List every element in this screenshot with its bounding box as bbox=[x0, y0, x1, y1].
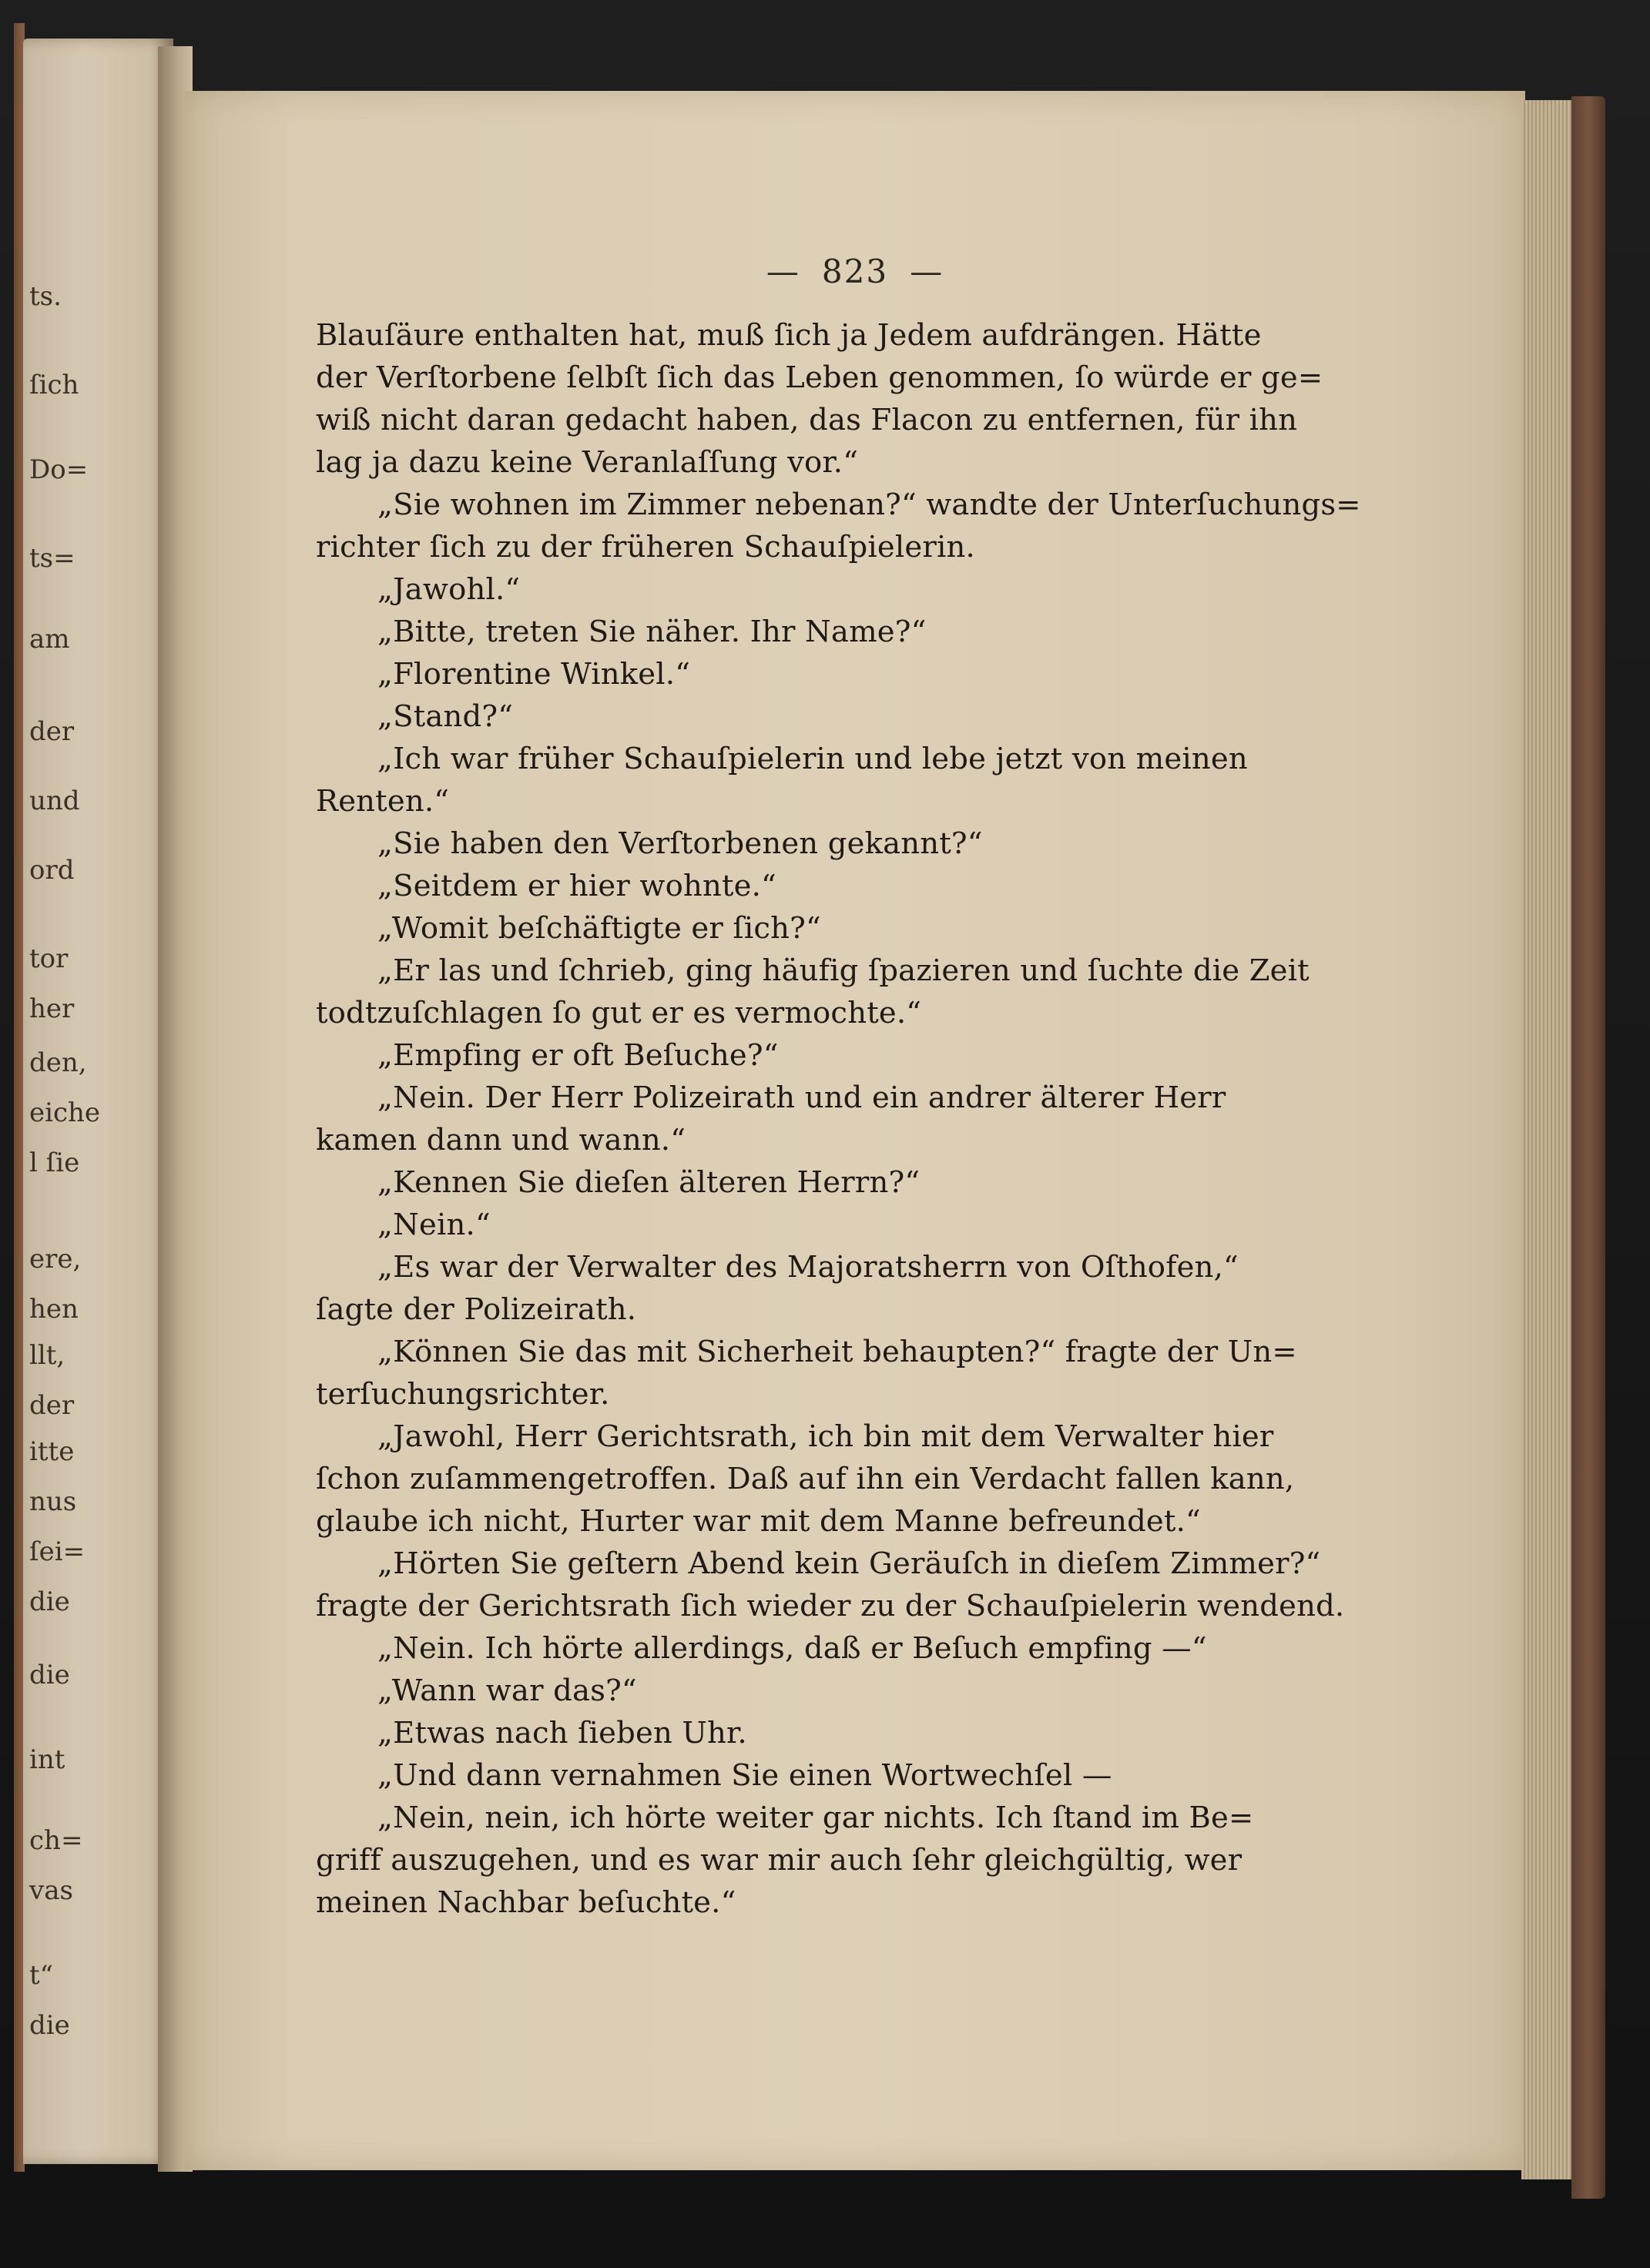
text-line: „Wann war das?“ bbox=[377, 1673, 637, 1708]
text-line: „Florentine Winkel.“ bbox=[377, 657, 691, 692]
text-line: „Stand?“ bbox=[377, 699, 514, 734]
text-line: terſuchungsrichter. bbox=[316, 1377, 610, 1412]
previous-page-text-fragments bbox=[29, 39, 101, 2164]
text-line: „Ich war früher Schauſpielerin und lebe jetzt von meinen bbox=[377, 742, 1248, 776]
text-line: „Sie haben den Verſtorbenen gekannt?“ bbox=[377, 826, 983, 861]
page-number-dash-right: — bbox=[910, 253, 944, 290]
text-line: „Sie wohnen im Zimmer nebenan?“ wandte der Unterſuchungs= bbox=[377, 487, 1361, 522]
text-line: „Er las und ſchrieb, ging häufig ſpazieren und ſuchte die Zeit bbox=[377, 953, 1310, 988]
previous-page-fragment: l ſie bbox=[29, 1147, 80, 1178]
text-line: griff auszugehen, und es war mir auch ſehr gleichgültig, wer bbox=[316, 1843, 1243, 1878]
previous-page-fragment: Do= bbox=[29, 454, 89, 485]
text-line: kamen dann und wann.“ bbox=[316, 1123, 686, 1157]
previous-page-fragment: ts= bbox=[29, 543, 75, 574]
previous-page-fragment: die bbox=[29, 2010, 70, 2041]
text-line: „Und dann vernahmen Sie einen Wortwechſel — bbox=[377, 1758, 1112, 1793]
previous-page-fragment: der bbox=[29, 1390, 75, 1421]
text-line: „Nein, nein, ich hörte weiter gar nichts. Ich ſtand im Be= bbox=[377, 1801, 1254, 1835]
text-line: „Es war der Verwalter des Majoratsherrn von Oſthofen,“ bbox=[377, 1250, 1239, 1285]
previous-page-fragment: ere, bbox=[29, 1244, 82, 1275]
page-number bbox=[185, 253, 1525, 290]
previous-page-fragment: der bbox=[29, 716, 75, 747]
previous-page-fragment: die bbox=[29, 1660, 70, 1690]
text-line: „Nein.“ bbox=[377, 1208, 491, 1242]
previous-page-fragment: ord bbox=[29, 855, 75, 886]
text-line: „Empfing er oft Beſuche?“ bbox=[377, 1038, 779, 1073]
previous-page-fragment: hen bbox=[29, 1294, 79, 1325]
previous-page-fragment: ſich bbox=[29, 370, 79, 400]
text-line: „Können Sie das mit Sicherheit behaupten?“ fragte der Un= bbox=[377, 1335, 1297, 1369]
text-line: Renten.“ bbox=[316, 784, 450, 819]
previous-page-fragment: ch= bbox=[29, 1825, 83, 1856]
body-text bbox=[316, 314, 1471, 1924]
text-line: „Jawohl.“ bbox=[377, 572, 521, 607]
text-line: „Womit beſchäftigte er ſich?“ bbox=[377, 911, 821, 946]
page-number-dash-left: — bbox=[766, 253, 800, 290]
page-number-value: 823 bbox=[821, 253, 889, 290]
current-page bbox=[185, 91, 1525, 2170]
text-line: ſagte der Polizeirath. bbox=[316, 1292, 637, 1327]
previous-page-fragment: itte bbox=[29, 1436, 75, 1467]
text-line: glaube ich nicht, Hurter war mit dem Manne befreundet.“ bbox=[316, 1504, 1201, 1539]
text-line: der Verſtorbene ſelbſt ſich das Leben genommen, ſo würde er ge= bbox=[316, 360, 1323, 395]
text-line: lag ja dazu keine Veranlaſſung vor.“ bbox=[316, 445, 859, 480]
text-line: „Nein. Ich hörte allerdings, daß er Beſuch empfing —“ bbox=[377, 1631, 1207, 1666]
text-line: todtzuſchlagen ſo gut er es vermochte.“ bbox=[316, 996, 922, 1030]
text-line: meinen Nachbar beſuchte.“ bbox=[316, 1885, 736, 1920]
previous-page-fragment: int bbox=[29, 1744, 65, 1775]
text-line: „Kennen Sie dieſen älteren Herrn?“ bbox=[377, 1165, 921, 1200]
previous-page-fragment: llt, bbox=[29, 1340, 65, 1371]
previous-page-fragment: her bbox=[29, 993, 75, 1024]
previous-page-fragment: nus bbox=[29, 1486, 77, 1517]
text-line: „Hörten Sie geſtern Abend kein Geräuſch in dieſem Zimmer?“ bbox=[377, 1546, 1321, 1581]
back-cover-edge bbox=[1571, 96, 1605, 2199]
previous-page-fragment: ſei= bbox=[29, 1536, 86, 1567]
text-line: „Nein. Der Herr Polizeirath und ein andrer älterer Herr bbox=[377, 1080, 1226, 1115]
text-line: Blauſäure enthalten hat, muß ſich ja Jedem aufdrängen. Hätte bbox=[316, 318, 1262, 353]
text-line: „Seitdem er hier wohnte.“ bbox=[377, 869, 776, 903]
text-line: „Jawohl, Herr Gerichtsrath, ich bin mit dem Verwalter hier bbox=[377, 1419, 1274, 1454]
page-edges bbox=[1521, 100, 1575, 2179]
previous-page-fragment: die bbox=[29, 1586, 70, 1617]
previous-page-fragment: t“ bbox=[29, 1960, 54, 1991]
previous-page-fragment: am bbox=[29, 624, 70, 655]
text-line: richter ſich zu der früheren Schauſpielerin. bbox=[316, 530, 975, 564]
text-line: fragte der Gerichtsrath ſich wieder zu der Schauſpielerin wendend. bbox=[316, 1589, 1345, 1623]
text-line: ſchon zuſammengetroffen. Daß auf ihn ein Verdacht fallen kann, bbox=[316, 1462, 1295, 1496]
previous-page-fragment: vas bbox=[29, 1875, 73, 1906]
text-line: wiß nicht daran gedacht haben, das Flacon zu entfernen, für ihn bbox=[316, 403, 1298, 437]
previous-page-fragment: den, bbox=[29, 1047, 87, 1078]
previous-page-fragment: und bbox=[29, 786, 80, 816]
text-line: „Bitte, treten Sie näher. Ihr Name?“ bbox=[377, 615, 927, 649]
previous-page-fragment: tor bbox=[29, 943, 69, 974]
previous-page-fragment: ts. bbox=[29, 281, 62, 312]
text-line: „Etwas nach ſieben Uhr. bbox=[377, 1716, 747, 1750]
previous-page bbox=[23, 39, 173, 2164]
previous-page-fragment: eiche bbox=[29, 1097, 101, 1128]
